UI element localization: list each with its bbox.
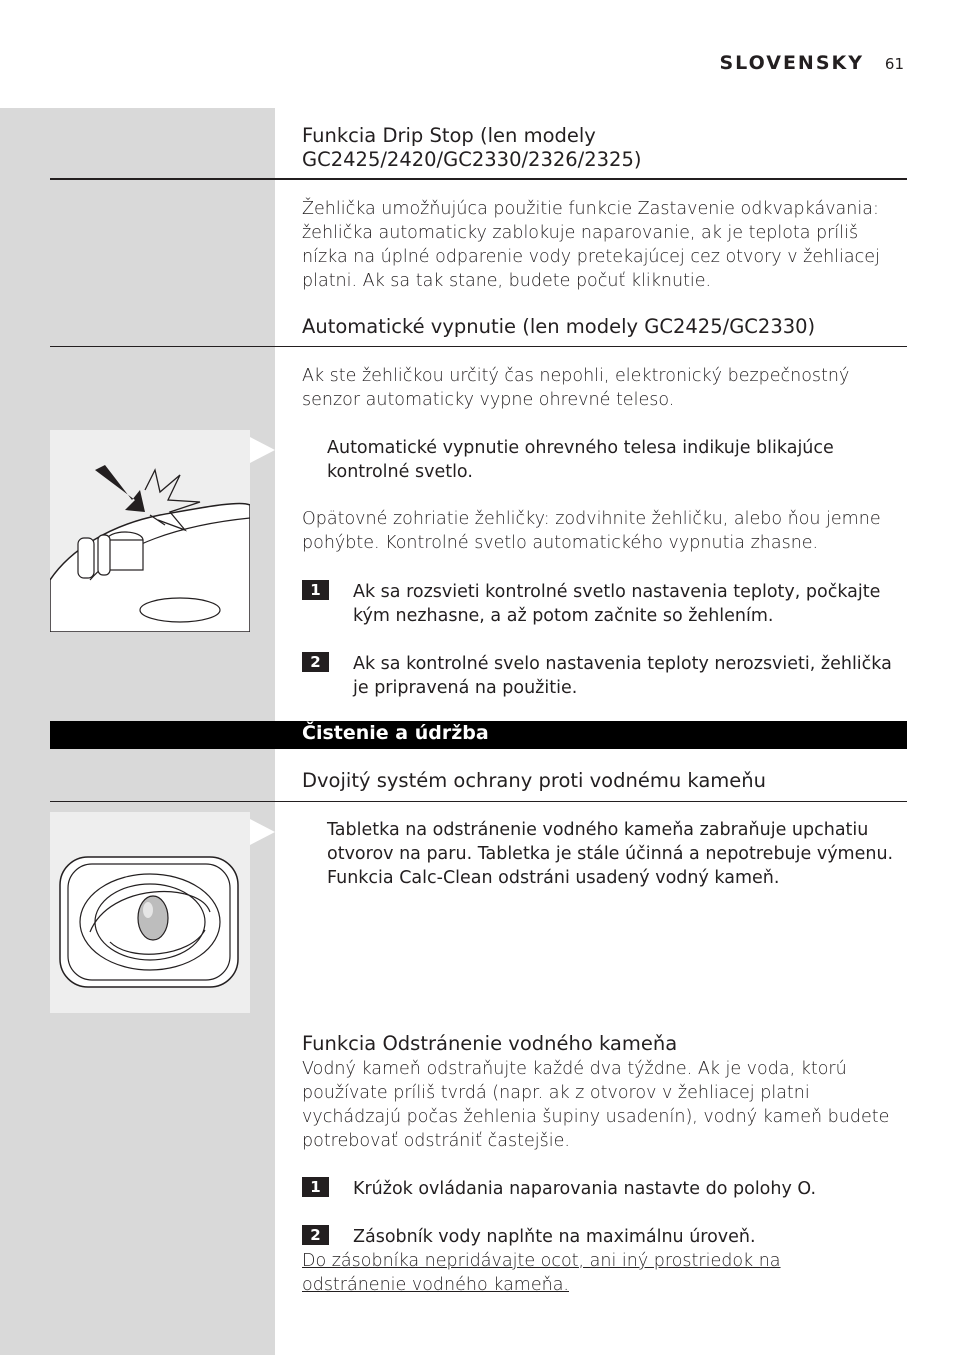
drip-stop-title-line2: GC2425/2420/GC2330/2326/2325)	[302, 148, 642, 171]
decalc-title: Funkcia Odstránenie vodného kameňa	[302, 1032, 678, 1055]
callout-pointer	[250, 437, 275, 463]
step-number: 1	[302, 580, 329, 600]
step-text: Krúžok ovládania naparovania nastavte do polohy O.	[353, 1179, 817, 1199]
auto-off-body: Ak ste žehličkou určitý čas nepohli, elektronický bezpečnostný senzor automaticky vypne ohrevné teleso.	[302, 366, 850, 410]
auto-off-title: Automatické vypnutie (len modely GC2425/GC2330)	[302, 315, 816, 338]
drip-stop-body: Žehlička umožňujúca použitie funkcie Zastavenie odkvapkávania: žehlička automaticky zablokuje naparovanie, ak je teplota príliš nízka na úplné odparenie vody pretekajúcej cez otvory v žehliacej platni. Ak sa tak stane, budete počuť kliknutie.	[302, 199, 880, 291]
step-number: 2	[302, 1225, 329, 1245]
step-number: 1	[302, 1177, 329, 1197]
divider	[50, 346, 907, 347]
auto-off-step-2	[302, 652, 907, 700]
decalc-body: Vodný kameň odstraňujte každé dva týždne. Ak je voda, ktorú používate príliš tvrdá (napr. ak z otvorov v žehliacej platni vychádzajú počas žehlenia šupiny usadenín), vodný kameň budete potrebovať odstrániť častejšie.	[302, 1059, 890, 1151]
callout-pointer	[250, 819, 275, 845]
decalc-step-1	[302, 1177, 907, 1201]
step-text: Zásobník vody naplňte na maximálnu úroveň.	[353, 1227, 756, 1247]
section-header-cleaning	[50, 721, 907, 749]
step-text: Ak sa rozsvieti kontrolné svetlo nastavenia teploty, počkajte kým nezhasne, a až potom začnite so žehlením.	[353, 582, 881, 626]
iron-auto-off-illustration	[50, 430, 250, 632]
drip-stop-title	[302, 124, 907, 172]
divider	[50, 178, 907, 180]
double-protection-note: Tabletka na odstránenie vodného kameňa zabraňuje upchatiu otvorov na paru. Tabletka je stále účinná a nepotrebuje výmenu. Funkcia Calc-Clean odstráni usadený vodný kameň.	[327, 820, 894, 888]
page-number: 61	[884, 55, 904, 73]
header-language: SLOVENSKY	[719, 52, 864, 74]
anti-calc-tablet-illustration	[50, 812, 250, 1013]
double-protection-title: Dvojitý systém ochrany proti vodnému kameňu	[302, 769, 767, 792]
step-number: 2	[302, 652, 329, 672]
reheat-text: Opätovné zohriatie žehličky: zodvihnite žehličku, alebo ňou jemne pohýbte. Kontrolné svetlo automatického vypnutia zhasne.	[302, 509, 881, 553]
auto-off-step-1	[302, 580, 907, 628]
drip-stop-title-line1: Funkcia Drip Stop (len modely	[302, 124, 596, 147]
auto-off-note: Automatické vypnutie ohrevného telesa indikuje blikajúce kontrolné svetlo.	[327, 438, 834, 482]
decalc-warning: Do zásobníka nepridávajte ocot, ani iný prostriedok na odstránenie vodného kameňa.	[302, 1251, 781, 1295]
section-title: Čistenie a údržba	[302, 722, 489, 744]
decalc-step-2	[302, 1225, 907, 1249]
divider	[50, 801, 907, 802]
step-text: Ak sa kontrolné svelo nastavenia teploty nerozsvieti, žehlička je pripravená na použitie.	[353, 654, 892, 698]
